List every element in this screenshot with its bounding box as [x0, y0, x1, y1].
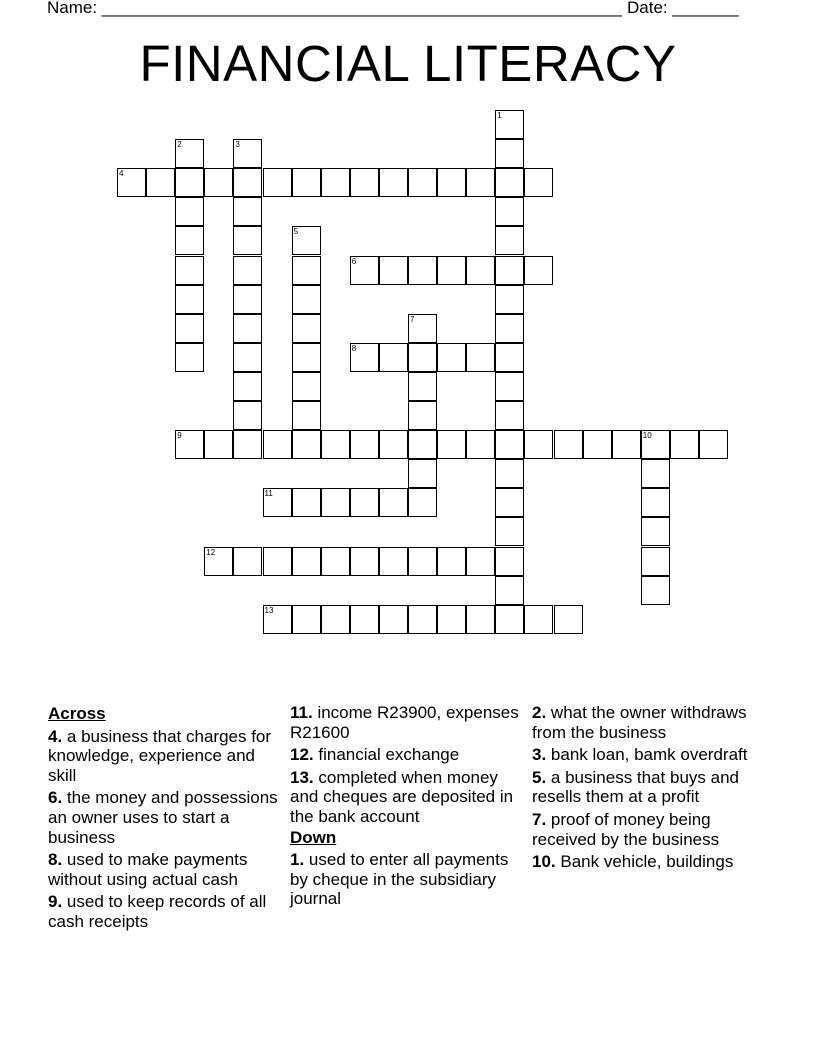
grid-cell[interactable]	[495, 285, 524, 314]
grid-cell[interactable]	[495, 256, 524, 285]
grid-cell[interactable]	[263, 605, 292, 634]
clue-text: income R23900, expenses R21600	[290, 703, 519, 742]
grid-cell[interactable]	[117, 168, 146, 197]
grid-cell[interactable]	[292, 488, 321, 517]
clue-text: bank loan, bamk overdraft	[550, 745, 748, 765]
grid-cell[interactable]	[321, 168, 350, 197]
grid-cell[interactable]	[408, 430, 437, 459]
grid-cell[interactable]	[233, 314, 262, 343]
grid-cell[interactable]	[175, 343, 204, 372]
grid-cell[interactable]	[641, 488, 670, 517]
grid-cell[interactable]	[495, 139, 524, 168]
grid-cell[interactable]	[379, 605, 408, 634]
clue-text: used to enter all payments by cheque in the subsidiary journal	[290, 850, 509, 909]
clue-number: 7.	[532, 809, 547, 829]
grid-cell[interactable]	[437, 547, 466, 576]
grid-cell[interactable]	[641, 517, 670, 546]
grid-cell[interactable]	[466, 256, 495, 285]
clue-text: Bank vehicle, buildings	[560, 852, 734, 872]
clue-across-12	[290, 745, 522, 765]
grid-cell[interactable]	[495, 459, 524, 488]
grid-cell[interactable]	[524, 605, 553, 634]
grid-cell[interactable]	[495, 488, 524, 517]
grid-cell[interactable]	[379, 256, 408, 285]
clue-across-4	[48, 727, 278, 786]
grid-cell[interactable]	[437, 256, 466, 285]
grid-cell[interactable]	[495, 605, 524, 634]
grid-cell[interactable]	[554, 605, 583, 634]
clue-text: financial exchange	[318, 745, 460, 765]
grid-cell[interactable]	[350, 430, 379, 459]
cell-number: 12	[206, 547, 216, 557]
grid-cell[interactable]	[437, 343, 466, 372]
clue-across-8	[48, 850, 278, 889]
grid-cell[interactable]	[292, 314, 321, 343]
grid-cell[interactable]	[175, 285, 204, 314]
grid-cell[interactable]	[495, 372, 524, 401]
grid-cell[interactable]	[495, 343, 524, 372]
grid-cell[interactable]	[350, 256, 379, 285]
grid-cell[interactable]	[408, 605, 437, 634]
clue-number: 9.	[48, 892, 63, 912]
clue-text: completed when money and cheques are deposited in the bank account	[290, 767, 514, 826]
grid-cell[interactable]	[292, 430, 321, 459]
grid-cell[interactable]	[466, 605, 495, 634]
grid-cell[interactable]	[466, 168, 495, 197]
cell-number: 6	[351, 256, 357, 266]
grid-cell[interactable]	[204, 430, 233, 459]
grid-cell[interactable]	[408, 372, 437, 401]
grid-cell[interactable]	[379, 168, 408, 197]
clue-across-6	[48, 788, 278, 847]
grid-cell[interactable]	[292, 343, 321, 372]
cell-number: 11	[264, 489, 273, 499]
grid-cell[interactable]	[670, 430, 699, 459]
grid-cell[interactable]	[292, 547, 321, 576]
grid-cell[interactable]	[408, 256, 437, 285]
grid-cell[interactable]	[233, 139, 262, 168]
grid-cell[interactable]	[292, 285, 321, 314]
grid-cell[interactable]	[495, 110, 524, 139]
grid-cell[interactable]	[408, 459, 437, 488]
clue-number: 10.	[532, 852, 556, 872]
grid-cell[interactable]	[466, 430, 495, 459]
grid-cell[interactable]	[146, 168, 175, 197]
date-field-label: Date: _______	[627, 0, 739, 17]
clue-number: 1.	[290, 850, 305, 870]
clue-number: 2.	[532, 703, 547, 722]
clue-down-5	[532, 768, 772, 807]
cell-number: 9	[177, 431, 182, 441]
grid-cell[interactable]	[263, 430, 292, 459]
clues-column-1	[48, 703, 278, 932]
clue-down-7	[532, 810, 772, 849]
grid-cell[interactable]	[641, 459, 670, 488]
grid-cell[interactable]	[524, 168, 553, 197]
grid-cell[interactable]	[379, 343, 408, 372]
grid-cell[interactable]	[350, 605, 379, 634]
clue-down-2	[532, 703, 772, 742]
grid-cell[interactable]	[292, 372, 321, 401]
grid-cell[interactable]	[292, 605, 321, 634]
grid-cell[interactable]	[233, 372, 262, 401]
grid-cell[interactable]	[495, 401, 524, 430]
grid-cell[interactable]	[641, 576, 670, 605]
grid-cell[interactable]	[233, 168, 262, 197]
grid-cell[interactable]	[437, 605, 466, 634]
grid-cell[interactable]	[495, 547, 524, 576]
clue-down-3	[532, 745, 772, 765]
grid-cell[interactable]	[699, 430, 728, 459]
grid-cell[interactable]	[350, 343, 379, 372]
grid-cell[interactable]	[233, 547, 262, 576]
grid-cell[interactable]	[233, 197, 262, 226]
clue-number: 6.	[48, 788, 63, 808]
clue-number: 4.	[48, 726, 63, 746]
grid-cell[interactable]	[495, 430, 524, 459]
clue-text: used to keep records of all cash receipts	[48, 892, 267, 931]
grid-cell[interactable]	[408, 488, 437, 517]
grid-cell[interactable]	[321, 430, 350, 459]
grid-cell[interactable]	[263, 547, 292, 576]
cell-number: 5	[293, 227, 299, 237]
down-heading: Down	[290, 827, 337, 847]
grid-cell[interactable]	[495, 576, 524, 605]
grid-cell[interactable]	[175, 314, 204, 343]
clue-number: 3.	[532, 745, 547, 765]
grid-cell[interactable]	[524, 256, 553, 285]
grid-cell[interactable]	[175, 197, 204, 226]
cell-number: 8	[351, 343, 357, 353]
grid-cell[interactable]	[292, 226, 321, 255]
clue-across-9	[48, 892, 278, 931]
clue-across-13	[290, 768, 522, 827]
clue-number: 11.	[290, 703, 313, 722]
grid-cell[interactable]	[495, 314, 524, 343]
name-field-label: Name: _______________________________________________________	[47, 0, 622, 17]
clue-text: used to make payments without using actual cash	[48, 850, 248, 889]
cell-number: 13	[264, 605, 274, 615]
clue-text: the money and possessions an owner uses to start a business	[48, 788, 278, 847]
clue-text: a business that buys and resells them at a profit	[532, 767, 739, 807]
cell-number: 1	[497, 111, 502, 120]
grid-cell[interactable]	[641, 430, 670, 459]
grid-cell[interactable]	[524, 430, 553, 459]
grid-cell[interactable]	[495, 517, 524, 546]
grid-cell[interactable]	[379, 488, 408, 517]
page-title: FINANCIAL LITERACY	[139, 35, 677, 92]
cell-number: 4	[119, 169, 124, 179]
clues-column-2	[290, 703, 522, 909]
grid-cell[interactable]	[350, 547, 379, 576]
grid-cell[interactable]	[204, 168, 233, 197]
grid-cell[interactable]	[466, 343, 495, 372]
grid-cell[interactable]	[350, 488, 379, 517]
clue-text: proof of money being received by the business	[532, 809, 720, 849]
grid-cell[interactable]	[175, 226, 204, 255]
cell-number: 10	[642, 431, 652, 441]
clue-down-10	[532, 852, 772, 872]
clues-column-3	[532, 703, 772, 872]
clue-across-11	[290, 703, 522, 742]
grid-cell[interactable]	[175, 168, 204, 197]
across-heading: Across	[48, 704, 106, 723]
grid-cell[interactable]	[641, 547, 670, 576]
grid-cell[interactable]	[321, 605, 350, 634]
grid-cell[interactable]	[233, 430, 262, 459]
grid-cell[interactable]	[292, 401, 321, 430]
grid-cell[interactable]	[495, 226, 524, 255]
grid-cell[interactable]	[175, 430, 204, 459]
clue-text: what the owner withdraws from the business	[532, 703, 747, 742]
grid-cell[interactable]	[233, 343, 262, 372]
grid-cell[interactable]	[408, 314, 437, 343]
cell-number: 3	[235, 140, 240, 150]
cell-number: 2	[177, 140, 182, 150]
grid-cell[interactable]	[292, 168, 321, 197]
grid-cell[interactable]	[583, 430, 612, 459]
grid-cell[interactable]	[263, 488, 292, 517]
grid-cell[interactable]	[408, 547, 437, 576]
grid-cell[interactable]	[233, 401, 262, 430]
clue-number: 12.	[290, 745, 314, 765]
grid-cell[interactable]	[554, 430, 583, 459]
cell-number: 7	[410, 314, 415, 324]
grid-cell[interactable]	[379, 430, 408, 459]
grid-cell[interactable]	[175, 139, 204, 168]
grid-cell[interactable]	[321, 547, 350, 576]
grid-cell[interactable]	[495, 197, 524, 226]
grid-cell[interactable]	[437, 168, 466, 197]
clue-number: 13.	[290, 767, 314, 787]
grid-cell[interactable]	[408, 401, 437, 430]
grid-cell[interactable]	[233, 256, 262, 285]
grid-cell[interactable]	[408, 168, 437, 197]
grid-cell[interactable]	[175, 256, 204, 285]
clue-number: 5.	[532, 767, 547, 787]
clue-text: a business that charges for knowledge, experience and skill	[48, 726, 272, 785]
clue-number: 8.	[48, 850, 63, 870]
grid-cell[interactable]	[263, 168, 292, 197]
grid-cell[interactable]	[437, 430, 466, 459]
grid-cell[interactable]	[233, 226, 262, 255]
grid-cell[interactable]	[408, 343, 437, 372]
grid-cell[interactable]	[466, 547, 495, 576]
grid-cell[interactable]	[350, 168, 379, 197]
grid-cell[interactable]	[495, 168, 524, 197]
grid-cell[interactable]	[204, 547, 233, 576]
grid-cell[interactable]	[292, 256, 321, 285]
grid-cell[interactable]	[379, 547, 408, 576]
grid-cell[interactable]	[612, 430, 641, 459]
clue-down-1	[290, 850, 522, 909]
grid-cell[interactable]	[233, 285, 262, 314]
grid-cell[interactable]	[321, 488, 350, 517]
